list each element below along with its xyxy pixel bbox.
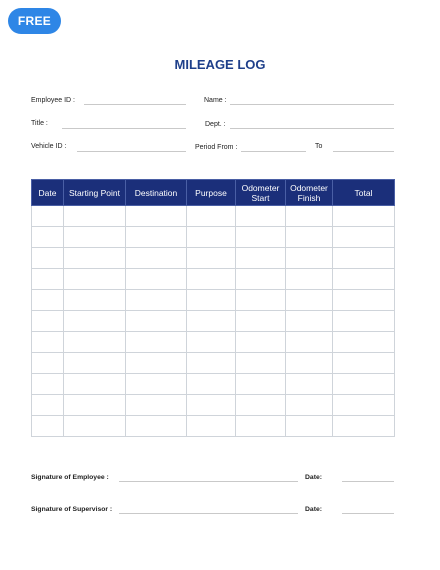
supervisor-signature-label: Signature of Supervisor : (31, 506, 113, 513)
table-row (32, 206, 395, 227)
table-cell[interactable] (236, 332, 286, 353)
employee-date-field[interactable] (342, 481, 394, 482)
table-cell[interactable] (32, 353, 64, 374)
supervisor-signature-field[interactable] (119, 513, 298, 514)
table-cell[interactable] (126, 269, 187, 290)
table-row (32, 353, 395, 374)
header-destination: Destination (126, 180, 187, 206)
table-cell[interactable] (64, 290, 126, 311)
table-cell[interactable] (187, 395, 236, 416)
table-cell[interactable] (236, 311, 286, 332)
table-row (32, 395, 395, 416)
table-cell[interactable] (126, 227, 187, 248)
table-cell[interactable] (236, 290, 286, 311)
employee-id-field[interactable] (84, 104, 186, 105)
table-cell[interactable] (333, 416, 395, 437)
table-cell[interactable] (126, 353, 187, 374)
table-cell[interactable] (286, 353, 333, 374)
table-cell[interactable] (126, 395, 187, 416)
employee-signature-label: Signature of Employee : (31, 474, 109, 481)
table-row (32, 332, 395, 353)
table-cell[interactable] (187, 248, 236, 269)
table-cell[interactable] (187, 353, 236, 374)
header-date: Date (32, 180, 64, 206)
table-cell[interactable] (236, 374, 286, 395)
table-cell[interactable] (236, 206, 286, 227)
table-cell[interactable] (333, 374, 395, 395)
table-cell[interactable] (333, 248, 395, 269)
table-body (32, 206, 395, 437)
table-cell[interactable] (286, 290, 333, 311)
table-cell[interactable] (286, 374, 333, 395)
table-row (32, 416, 395, 437)
dept-label: Dept. : (205, 121, 226, 128)
table-cell[interactable] (126, 248, 187, 269)
table-cell[interactable] (333, 290, 395, 311)
table-cell[interactable] (32, 374, 64, 395)
period-from-label: Period From : (195, 144, 238, 151)
header-total: Total (333, 180, 395, 206)
table-cell[interactable] (64, 353, 126, 374)
page-title: MILEAGE LOG (174, 57, 266, 72)
vehicle-id-label: Vehicle ID : (31, 143, 67, 150)
table-cell[interactable] (333, 227, 395, 248)
table-cell[interactable] (32, 416, 64, 437)
table-cell[interactable] (286, 269, 333, 290)
free-badge[interactable]: FREE (8, 8, 61, 34)
table-cell[interactable] (187, 227, 236, 248)
employee-signature-field[interactable] (119, 481, 298, 482)
table-cell[interactable] (32, 395, 64, 416)
table-cell[interactable] (333, 269, 395, 290)
table-cell[interactable] (32, 290, 64, 311)
header-starting-point: Starting Point (64, 180, 126, 206)
table-cell[interactable] (64, 269, 126, 290)
table-cell[interactable] (64, 311, 126, 332)
employee-date-label: Date: (305, 474, 322, 481)
table-cell[interactable] (126, 290, 187, 311)
table-cell[interactable] (286, 206, 333, 227)
table-cell[interactable] (126, 311, 187, 332)
table-cell[interactable] (32, 248, 64, 269)
table-cell[interactable] (126, 416, 187, 437)
table-cell[interactable] (286, 227, 333, 248)
name-field[interactable] (230, 104, 394, 105)
period-from-field[interactable] (241, 151, 306, 152)
table-cell[interactable] (187, 332, 236, 353)
table-cell[interactable] (286, 248, 333, 269)
supervisor-date-label: Date: (305, 506, 322, 513)
header-odometer-start: Odometer Start (236, 180, 286, 206)
table-row (32, 374, 395, 395)
table-cell[interactable] (286, 332, 333, 353)
table-cell[interactable] (187, 374, 236, 395)
table-cell[interactable] (64, 332, 126, 353)
header-odometer-finish: Odometer Finish (286, 180, 333, 206)
table-row (32, 248, 395, 269)
name-label: Name : (204, 97, 227, 104)
table-cell[interactable] (64, 374, 126, 395)
table-cell[interactable] (126, 374, 187, 395)
table-cell[interactable] (333, 353, 395, 374)
table-cell[interactable] (187, 311, 236, 332)
supervisor-date-field[interactable] (342, 513, 394, 514)
table-cell[interactable] (64, 395, 126, 416)
table-cell[interactable] (32, 227, 64, 248)
table-row (32, 311, 395, 332)
table-cell[interactable] (286, 311, 333, 332)
to-label: To (315, 143, 323, 150)
dept-field[interactable] (230, 128, 394, 129)
table-cell[interactable] (32, 269, 64, 290)
table-cell[interactable] (64, 416, 126, 437)
table-cell[interactable] (187, 416, 236, 437)
table-cell[interactable] (286, 395, 333, 416)
table-row (32, 290, 395, 311)
table-cell[interactable] (126, 206, 187, 227)
table-cell[interactable] (187, 290, 236, 311)
table-cell[interactable] (236, 248, 286, 269)
table-cell[interactable] (333, 332, 395, 353)
table-header-row (32, 180, 395, 206)
table-cell[interactable] (126, 332, 187, 353)
table-cell[interactable] (236, 227, 286, 248)
table-cell[interactable] (286, 416, 333, 437)
table-cell[interactable] (32, 332, 64, 353)
table-cell[interactable] (64, 227, 126, 248)
table-row (32, 269, 395, 290)
table-cell[interactable] (64, 206, 126, 227)
table-cell[interactable] (32, 311, 64, 332)
table-cell[interactable] (236, 353, 286, 374)
employee-id-label: Employee ID : (31, 97, 75, 104)
table-cell[interactable] (236, 395, 286, 416)
table-cell[interactable] (333, 311, 395, 332)
table-cell[interactable] (333, 206, 395, 227)
table-cell[interactable] (187, 206, 236, 227)
to-field[interactable] (333, 151, 394, 152)
title-field[interactable] (62, 128, 186, 129)
table-cell[interactable] (236, 269, 286, 290)
mileage-table (31, 179, 395, 437)
header-purpose: Purpose (187, 180, 236, 206)
table-row (32, 227, 395, 248)
table-cell[interactable] (64, 248, 126, 269)
title-label: Title : (31, 120, 48, 127)
table-cell[interactable] (236, 416, 286, 437)
table-cell[interactable] (32, 206, 64, 227)
table-cell[interactable] (187, 269, 236, 290)
vehicle-id-field[interactable] (77, 151, 186, 152)
table-cell[interactable] (333, 395, 395, 416)
